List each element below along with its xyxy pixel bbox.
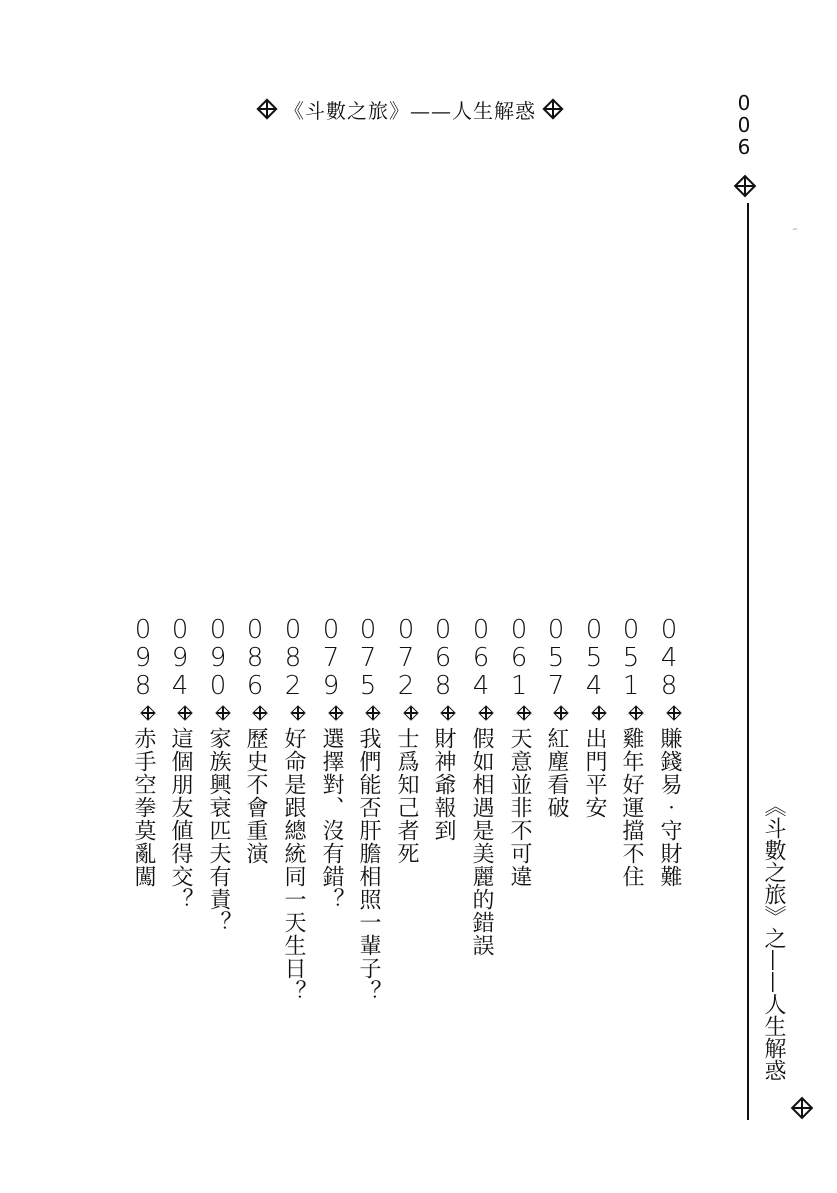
diamond-bullet-icon	[465, 699, 495, 727]
toc-entry	[464, 615, 498, 957]
toc-page-number: 064	[466, 615, 496, 699]
toc-page-number: 054	[579, 615, 609, 699]
toc-entry	[351, 615, 385, 1003]
toc-entry	[238, 615, 272, 865]
diamond-bullet-icon	[653, 699, 683, 727]
toc-title: 假如相遇是美麗的錯誤	[469, 727, 494, 957]
toc-entry	[389, 615, 423, 865]
diamond-bullet-icon	[202, 699, 232, 727]
diamond-bullet-icon	[578, 699, 608, 727]
diamond-bullet-icon	[615, 699, 645, 727]
toc-title: 紅塵看破	[544, 727, 569, 819]
toc-page-number: 051	[616, 615, 646, 699]
toc-page-number: 079	[316, 615, 346, 699]
toc-entry	[201, 615, 235, 934]
diamond-ornament-icon	[256, 98, 278, 120]
toc-title: 選擇對、沒有錯？	[319, 727, 344, 911]
toc-title: 歷史不會重演	[243, 727, 268, 865]
toc-page-number: 072	[391, 615, 421, 699]
diamond-bullet-icon	[503, 699, 533, 727]
toc-entry	[614, 615, 648, 888]
page-number-digit: 6	[737, 135, 751, 159]
toc-title: 出門平安	[582, 727, 607, 819]
running-header	[256, 92, 564, 126]
toc-entry	[426, 615, 460, 842]
toc-entry	[314, 615, 348, 911]
page-number-digit: 0	[737, 113, 751, 137]
toc-title: 雞年好運擋不住	[619, 727, 644, 888]
toc-entry	[276, 615, 310, 1003]
page-number	[733, 92, 755, 158]
toc-page-number: 090	[203, 615, 233, 699]
diamond-bullet-icon	[164, 699, 194, 727]
toc-page-number: 075	[353, 615, 383, 699]
diamond-bullet-icon	[127, 699, 157, 727]
diamond-bullet-icon	[315, 699, 345, 727]
toc-page-number: 082	[278, 615, 308, 699]
diamond-bullet-icon	[540, 699, 570, 727]
margin-title: 《斗數之旅》之——人生解惑	[761, 795, 786, 1081]
diamond-bullet-icon	[390, 699, 420, 727]
toc-entry	[652, 615, 686, 888]
toc-page-number: 048	[654, 615, 684, 699]
toc-title: 我們能否肝膽相照一輩子？	[356, 727, 381, 1003]
scan-smudge: ⌁	[790, 223, 800, 236]
toc-page-number: 094	[165, 615, 195, 699]
toc-page-number: 061	[504, 615, 534, 699]
page-number-digit: 0	[737, 91, 751, 115]
toc-title: 這個朋友値得交？	[168, 727, 193, 911]
toc-page-number: 086	[240, 615, 270, 699]
diamond-ornament-icon	[542, 98, 564, 120]
diamond-bullet-icon	[427, 699, 457, 727]
toc-title: 赤手空拳莫亂闖	[131, 727, 156, 888]
toc-title: 財神爺報到	[431, 727, 456, 842]
toc-title: 好命是跟總統同一天生日？	[281, 727, 306, 1003]
diamond-bullet-icon	[352, 699, 382, 727]
toc-title: 士爲知己者死	[394, 727, 419, 865]
toc-title: 天意並非不可違	[507, 727, 532, 888]
toc-entry	[539, 615, 573, 819]
diamond-ornament-icon	[733, 174, 757, 198]
diamond-bullet-icon	[277, 699, 307, 727]
toc-entry	[126, 615, 160, 888]
diamond-ornament-icon	[790, 1096, 814, 1120]
header-title: 《斗數之旅》——人生解惑	[284, 98, 536, 123]
toc-title: 賺錢易‧守財難	[657, 727, 682, 888]
toc-title: 家族興衰匹夫有責？	[206, 727, 231, 934]
toc-page-number: 057	[541, 615, 571, 699]
diamond-bullet-icon	[239, 699, 269, 727]
toc-entry	[163, 615, 197, 911]
toc-page-number: 068	[428, 615, 458, 699]
margin-rule	[747, 203, 749, 1120]
toc-entry	[502, 615, 536, 888]
toc-page-number: 098	[128, 615, 158, 699]
toc-entry	[577, 615, 611, 819]
